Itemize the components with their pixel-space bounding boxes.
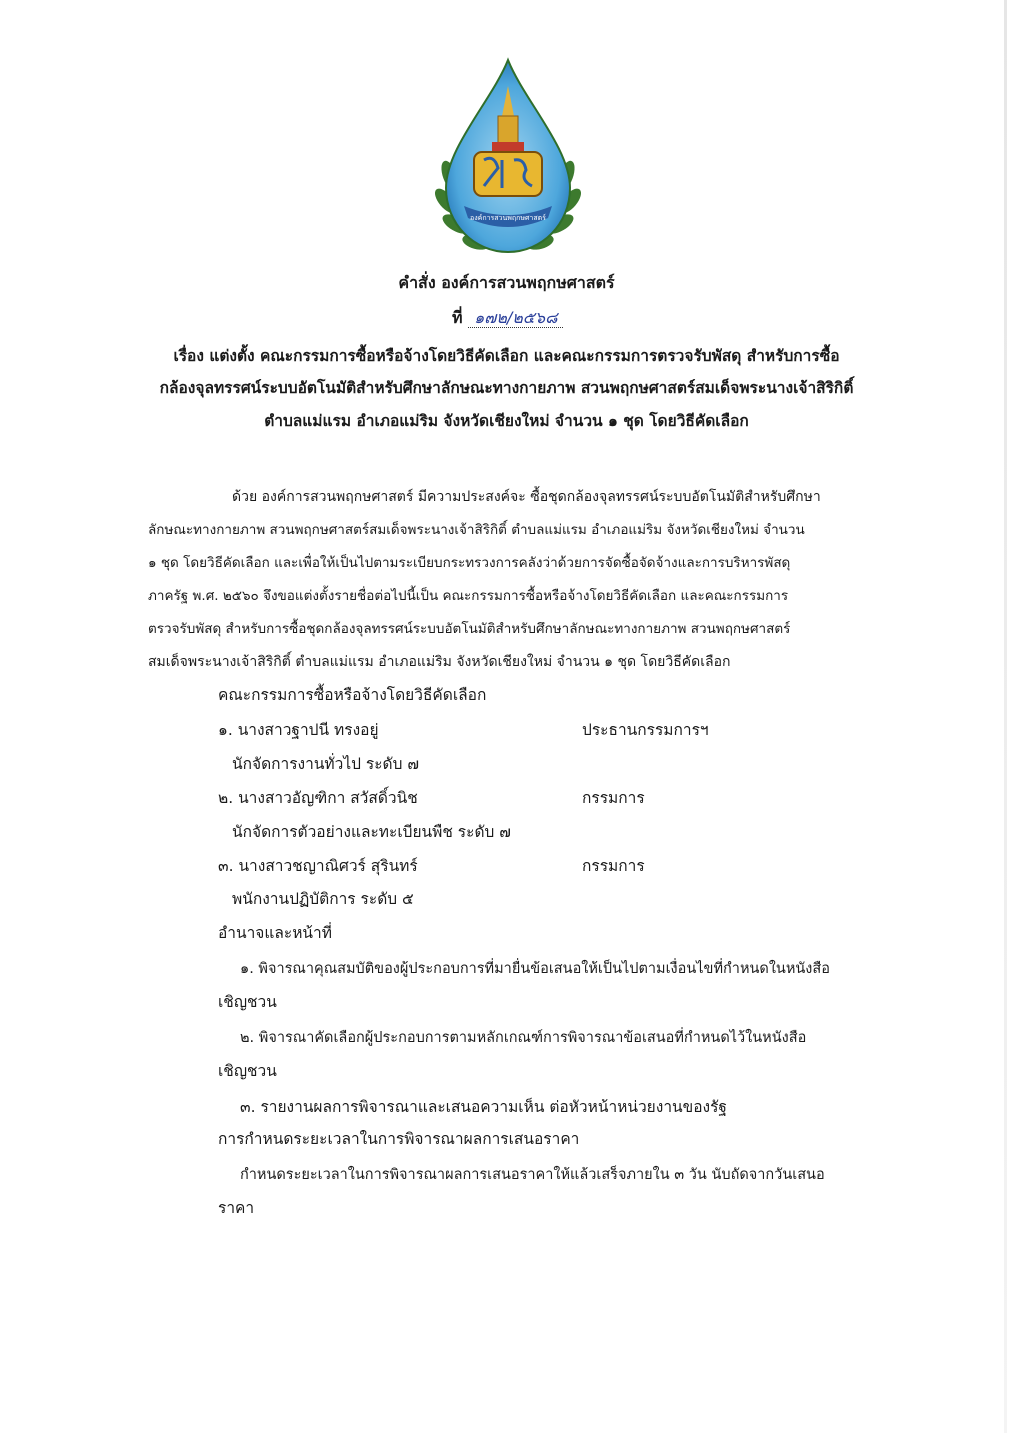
subject-line-2: กล้องจุลทรรศน์ระบบอัตโนมัติสำหรับศึกษาลักษณะทางกายภาพ สวนพฤกษศาสตร์สมเด็จพระนางเจ้าสิริกิติ์ xyxy=(159,379,854,397)
timeline-heading: การกำหนดระยะเวลาในการพิจารณาผลการเสนอราคา xyxy=(218,1130,580,1148)
botanical-garden-emblem-icon xyxy=(428,56,588,260)
order-number xyxy=(452,306,563,331)
subject-line-3: ตำบลแม่แรม อำเภอแม่ริม จังหวัดเชียงใหม่ จำนวน ๑ ชุด โดยวิธีคัดเลือก xyxy=(264,412,749,430)
member-2-role: กรรมการ xyxy=(582,789,645,807)
duty-2: ๒. พิจารณาคัดเลือกผู้ประกอบการตามหลักเกณฑ์การพิจารณาข้อเสนอที่กำหนดไว้ในหนังสือ xyxy=(240,1030,807,1046)
member-3-position: พนักงานปฏิบัติการ ระดับ ๕ xyxy=(232,890,414,908)
member-1-name: ๑. นางสาวฐาปนี ทรงอยู่ xyxy=(218,721,379,739)
duty-1-cont: เชิญชวน xyxy=(218,993,277,1011)
member-3-name: ๓. นางสาวชญาณิศวร์ สุรินทร์ xyxy=(218,857,418,875)
order-number-prefix: ที่ xyxy=(452,308,463,327)
member-3-role: กรรมการ xyxy=(582,857,645,875)
scan-edge xyxy=(1004,0,1007,1433)
order-number-handwritten: ๑๗๒/๒๕๖๘ xyxy=(468,308,563,328)
duty-3: ๓. รายงานผลการพิจารณาและเสนอความเห็น ต่อหัวหน้าหน่วยงานของรัฐ xyxy=(240,1098,727,1116)
emblem-ribbon-text: องค์การสวนพฤกษศาสตร์ xyxy=(470,214,546,222)
member-1-position: นักจัดการงานทั่วไป ระดับ ๗ xyxy=(232,755,420,773)
member-2-position: นักจัดการตัวอย่างและทะเบียนพืช ระดับ ๗ xyxy=(232,823,511,841)
body-line-2: ลักษณะทางกายภาพ สวนพฤกษศาสตร์สมเด็จพระนางเจ้าสิริกิติ์ ตำบลแม่แรม อำเภอแม่ริม จังหวัดเชียงใหม่ จำนวน xyxy=(148,522,805,538)
duties-heading: อำนาจและหน้าที่ xyxy=(218,924,332,942)
body-line-6: สมเด็จพระนางเจ้าสิริกิติ์ ตำบลแม่แรม อำเภอแม่ริม จังหวัดเชียงใหม่ จำนวน ๑ ชุด โดยวิธีคัดเลือก xyxy=(148,654,731,670)
duty-2-cont: เชิญชวน xyxy=(218,1062,277,1080)
member-1-role: ประธานกรรมการฯ xyxy=(582,721,709,739)
member-2-name: ๒. นางสาวอัญฑิกา สวัสดิ์วนิช xyxy=(218,789,418,807)
timeline-line-2: ราคา xyxy=(218,1199,255,1217)
order-title: คำสั่ง องค์การสวนพฤกษศาสตร์ xyxy=(398,273,615,292)
body-line-4: ภาครัฐ พ.ศ. ๒๕๖๐ จึงขอแต่งตั้งรายชื่อต่อไปนี้เป็น คณะกรรมการซื้อหรือจ้างโดยวิธีคัดเลือก และคณะกรรมการ xyxy=(148,588,789,604)
subject-line-1: เรื่อง แต่งตั้ง คณะกรรมการซื้อหรือจ้างโดยวิธีคัดเลือก และคณะกรรมการตรวจรับพัสดุ สำหรับการซื้อ xyxy=(173,347,840,365)
body-line-3: ๑ ชุด โดยวิธีคัดเลือก และเพื่อให้เป็นไปตามระเบียบกระทรวงการคลังว่าด้วยการจัดซื้อจัดจ้างและการบริหารพัสดุ xyxy=(148,555,791,571)
body-line-5: ตรวจรับพัสดุ สำหรับการซื้อชุดกล้องจุลทรรศน์ระบบอัตโนมัติสำหรับศึกษาลักษณะทางกายภาพ สวนพฤกษศาสตร์ xyxy=(148,621,791,637)
committee-heading: คณะกรรมการซื้อหรือจ้างโดยวิธีคัดเลือก xyxy=(218,686,487,704)
duty-1: ๑. พิจารณาคุณสมบัติของผู้ประกอบการที่มายื่นข้อเสนอให้เป็นไปตามเงื่อนไขที่กำหนดในหนังสือ xyxy=(240,961,830,977)
body-line-1: ด้วย องค์การสวนพฤกษศาสตร์ มีความประสงค์จะ ซื้อชุดกล้องจุลทรรศน์ระบบอัตโนมัติสำหรับศึกษา xyxy=(232,489,821,505)
timeline-line-1: กำหนดระยะเวลาในการพิจารณาผลการเสนอราคาให้แล้วเสร็จภายใน ๓ วัน นับถัดจากวันเสนอ xyxy=(240,1167,825,1183)
